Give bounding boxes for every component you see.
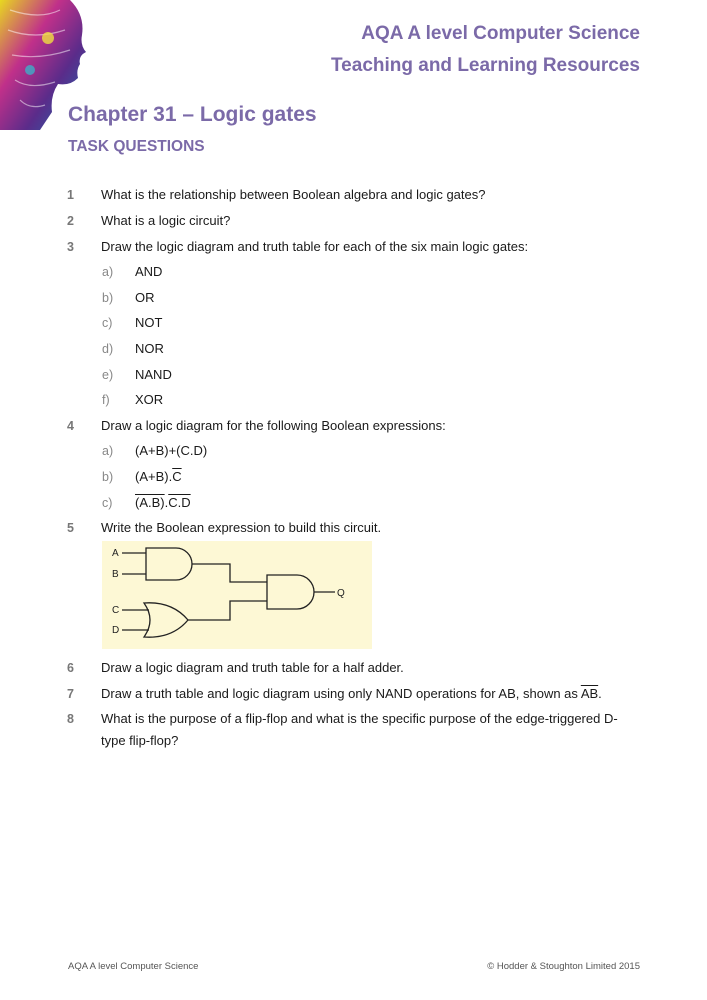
part-label: a) — [102, 265, 114, 279]
text-post: . — [598, 686, 602, 701]
question-number: 6 — [67, 661, 74, 675]
part-text: OR — [135, 290, 155, 305]
part-label: c) — [102, 496, 113, 510]
footer-left: AQA A level Computer Science — [68, 961, 199, 972]
input-label: B — [112, 569, 119, 580]
question-number: 3 — [67, 240, 74, 254]
circuit-svg — [102, 541, 372, 649]
part-text: (A+B)+(C.D) — [135, 443, 208, 458]
section-title: TASK QUESTIONS — [68, 138, 205, 155]
question-text: What is the purpose of a flip-flop and what is the specific purpose of the edge-triggered D- — [101, 711, 618, 726]
output-label: Q — [337, 588, 345, 599]
question-number: 7 — [67, 687, 74, 701]
question-number: 1 — [67, 188, 74, 202]
and-gate-2 — [267, 575, 314, 609]
question-text: Draw the logic diagram and truth table for each of the six main logic gates: — [101, 239, 529, 254]
expr-plain: . — [164, 495, 169, 510]
text-pre: Draw a truth table and logic diagram using only NAND operations for AB, shown as — [101, 686, 581, 701]
question-text: Draw a logic diagram for the following Boolean expressions: — [101, 418, 446, 433]
part-text: AND — [135, 264, 163, 279]
header-subtitle: Teaching and Learning Resources — [330, 55, 640, 76]
question-text: Write the Boolean expression to build this circuit. — [101, 520, 382, 535]
question-number: 5 — [67, 521, 74, 535]
question-text-cont: type flip-flop? — [101, 733, 179, 748]
or-gate — [144, 603, 188, 637]
part-text: NOT — [135, 315, 163, 330]
question-number: 4 — [67, 419, 74, 433]
part-label: b) — [102, 291, 114, 305]
part-label: e) — [102, 368, 114, 382]
input-label: A — [112, 548, 119, 559]
question-number: 2 — [67, 214, 74, 228]
part-text: NOR — [135, 341, 164, 356]
footer-right: © Hodder & Stoughton Limited 2015 — [487, 961, 640, 972]
part-text: XOR — [135, 392, 164, 407]
question-text — [101, 686, 602, 701]
question-text: What is the relationship between Boolean algebra and logic gates? — [101, 187, 486, 202]
question-number: 8 — [67, 712, 74, 726]
part-label: f) — [102, 393, 110, 407]
input-label: D — [112, 625, 120, 636]
part-text: NAND — [135, 367, 172, 382]
chapter-title: Chapter 31 – Logic gates — [68, 103, 317, 126]
logic-circuit-diagram — [102, 541, 372, 649]
expr-overline: $\overline{C}$ — [172, 469, 182, 484]
question-text: Draw a logic diagram and truth table for a half adder. — [101, 660, 404, 675]
part-label: c) — [102, 316, 113, 330]
part-text — [135, 469, 182, 484]
and-gate-1 — [146, 548, 192, 580]
part-label: d) — [102, 342, 114, 356]
part-label: a) — [102, 444, 114, 458]
part-label: b) — [102, 470, 114, 484]
expr-plain: (A+B). — [135, 469, 173, 484]
expr-overline: $\overline{AB}$ — [580, 686, 599, 701]
part-text — [135, 495, 191, 510]
expr-overline: (A.B) — [135, 495, 165, 510]
input-label: C — [112, 605, 120, 616]
expr-overline: C.D — [168, 495, 191, 510]
header-title: AQA A level Computer Science — [361, 23, 640, 44]
question-text: What is a logic circuit? — [101, 213, 231, 228]
